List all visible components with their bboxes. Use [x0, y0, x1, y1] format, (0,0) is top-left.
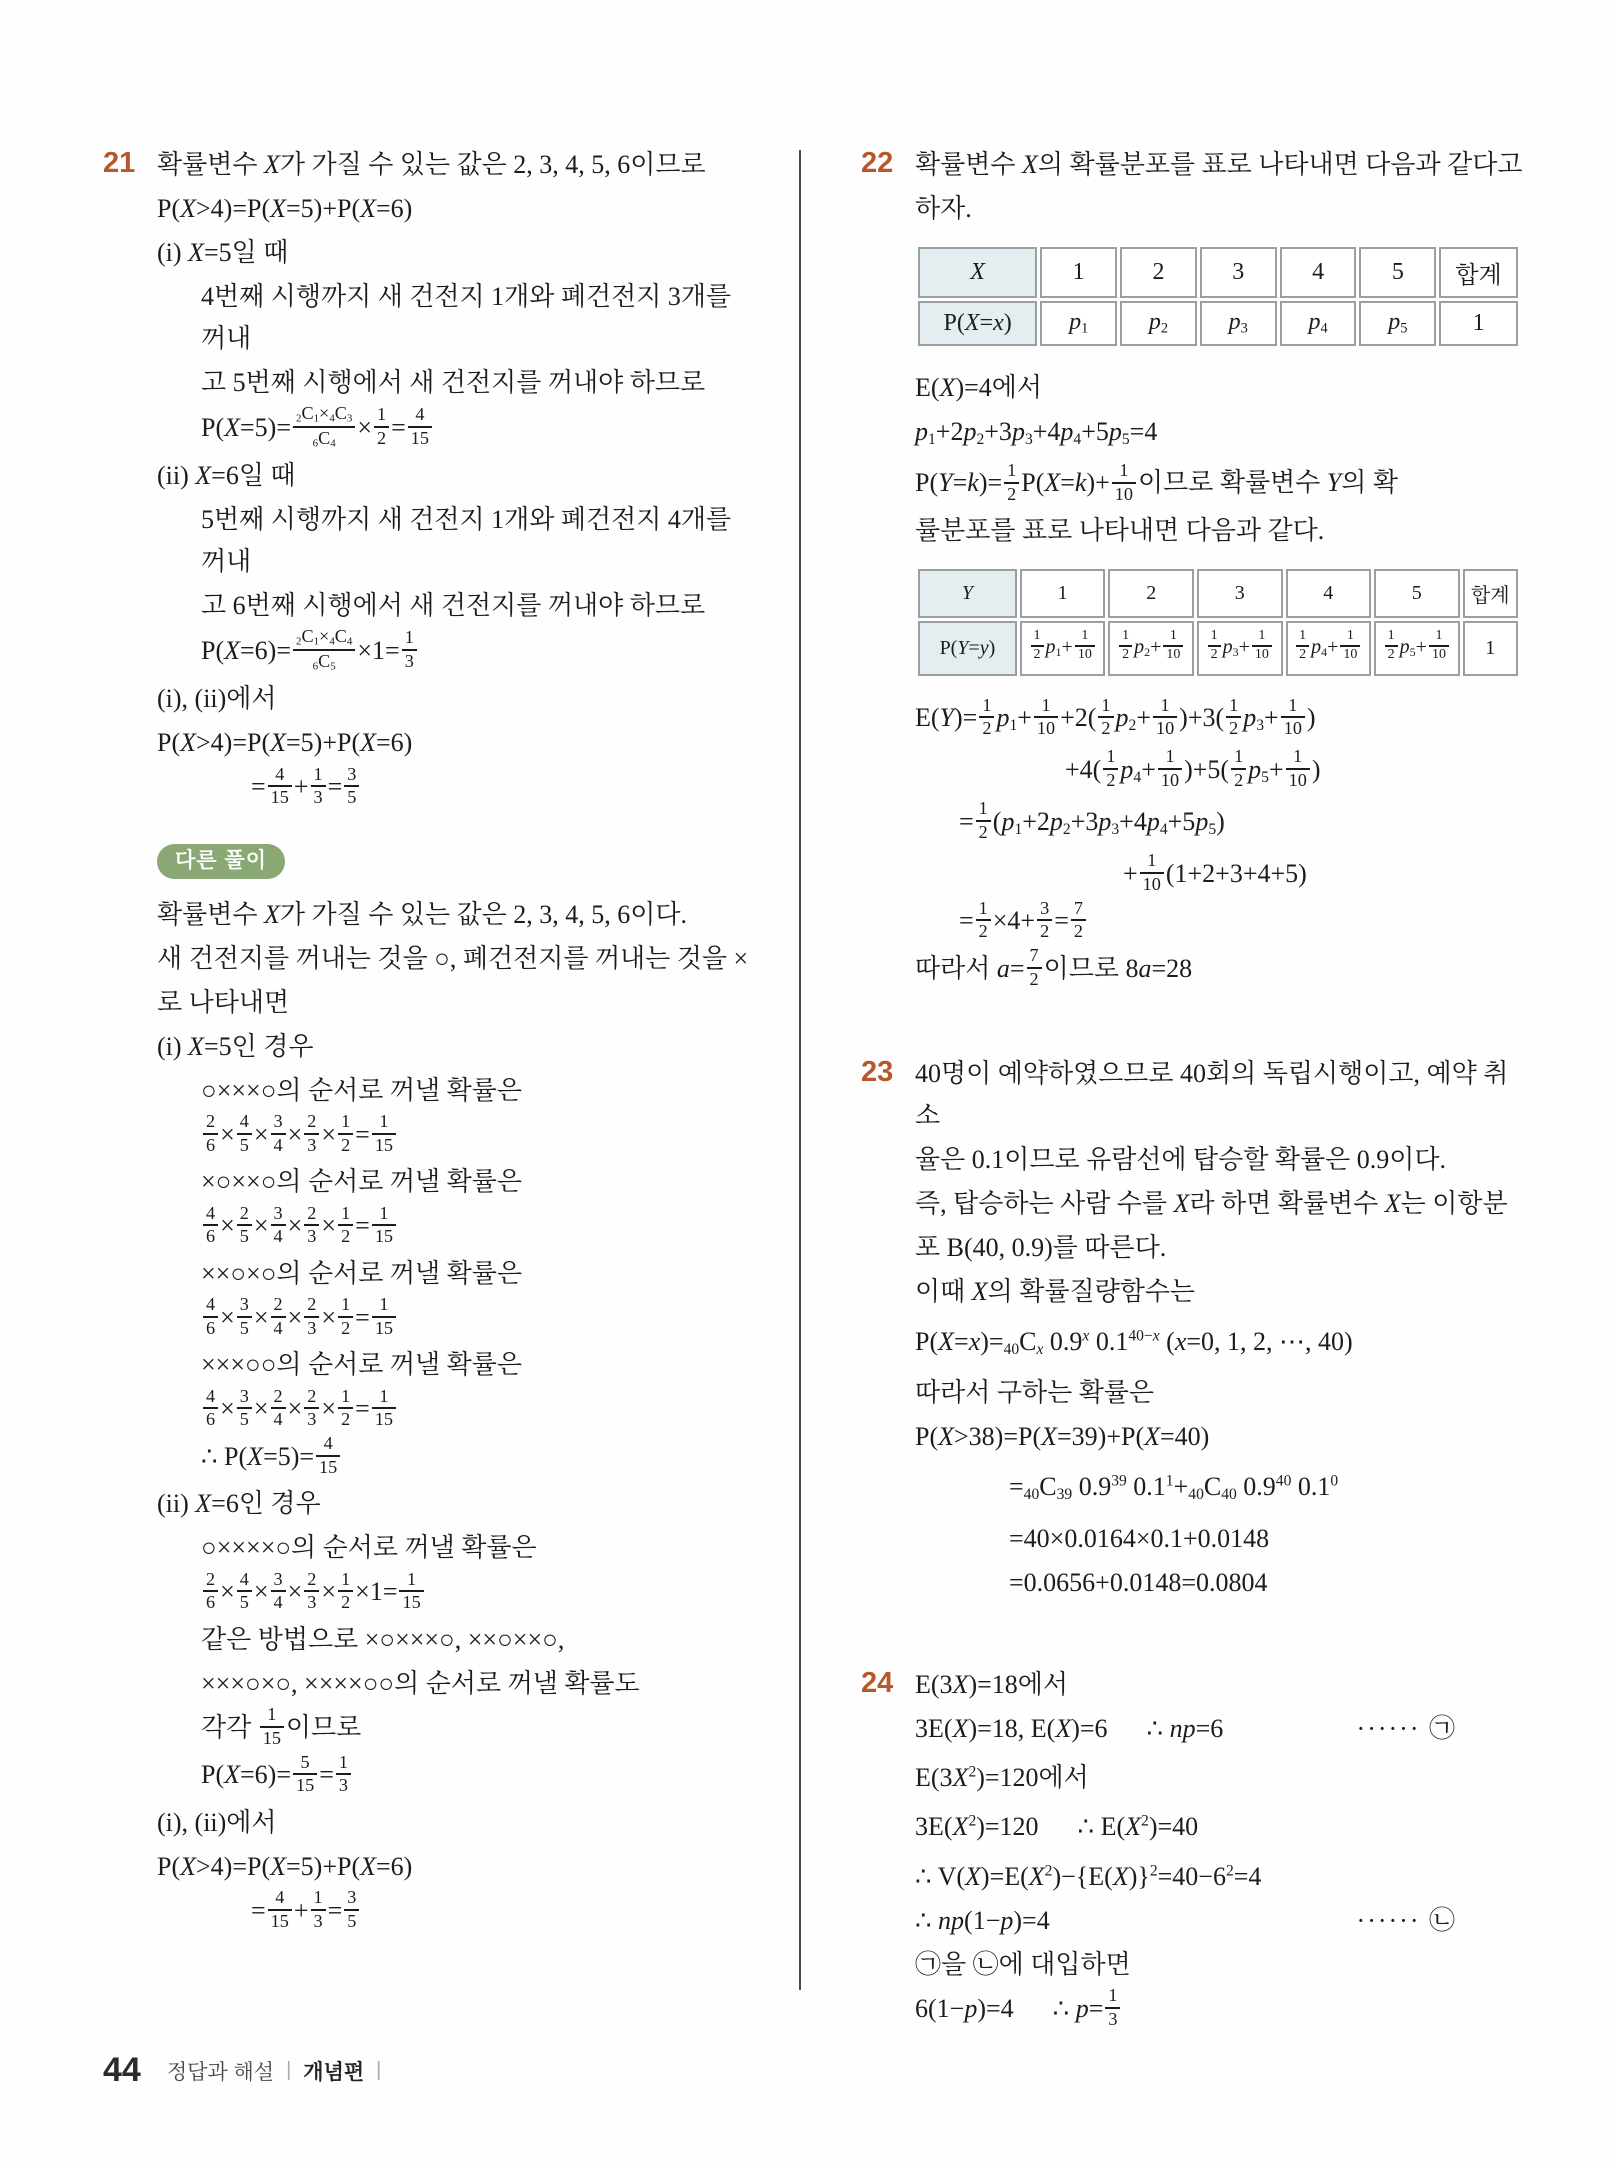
solution-line	[915, 1372, 1527, 1414]
solution-line	[157, 894, 751, 936]
fraction: $\frac{1}{15}$	[372, 1111, 396, 1156]
solution-line	[157, 1026, 751, 1068]
solution-text: (i), (ii)에서	[157, 1807, 277, 1837]
solution-line	[915, 1416, 1527, 1458]
table-head-cell: 4	[1286, 569, 1372, 618]
solution-text: 고 5번째 시행에서 새 건전지를 꺼내야 하므로	[201, 368, 706, 397]
solution-line	[1123, 850, 1527, 899]
solution-line	[915, 1985, 1527, 2034]
solution-text: P(X>38)=P(X=39)+P(X=40)	[915, 1422, 1210, 1452]
solution-line	[915, 1315, 1527, 1370]
fraction: $\frac{3}{5}$	[237, 1294, 252, 1339]
solution-text: + $\frac{1}{10}$ (1+2+3+4+5)	[1123, 850, 1307, 894]
fraction: $\frac{1}{15}$	[399, 1569, 423, 1614]
fraction: $\frac{1}{2}$	[1208, 628, 1221, 663]
solution-line	[157, 1802, 751, 1844]
fraction: $\frac{_2C_1\times_4C_4}{_6C_5}$	[293, 626, 355, 673]
fraction: $\frac{2}{6}$	[203, 1111, 218, 1156]
fraction: $\frac{1}{3}$	[311, 764, 326, 809]
solution-text: ×××○○의 순서로 꺼낼 확률은	[201, 1350, 522, 1380]
y-distribution-table	[915, 566, 1521, 679]
solution-line	[915, 510, 1527, 552]
table-head-cell: 3	[1197, 569, 1283, 618]
solution-text: P(X=6)= $\frac{5}{15}$ = $\frac{1}{3}$	[201, 1760, 353, 1789]
table-prob-cell: $p_5$	[1359, 301, 1436, 346]
fraction: $\frac{1}{10}$	[1429, 628, 1449, 663]
page-footer	[103, 2051, 393, 2090]
fraction: $\frac{1}{2}$	[976, 898, 991, 943]
solution-text: 이때 X의 확률질량함수는	[915, 1277, 1196, 1307]
problem-solution-body	[915, 1662, 1527, 2036]
solution-line	[201, 585, 751, 627]
fraction: $\frac{1}{2}$	[338, 1569, 353, 1614]
fraction: $\frac{4}{6}$	[203, 1386, 218, 1431]
solution-line	[201, 1344, 751, 1386]
solution-text: =0.0656+0.0148=0.0804	[1009, 1567, 1268, 1597]
solution-line	[1009, 1562, 1527, 1604]
fraction: $\frac{4}{5}$	[237, 1111, 252, 1156]
fraction: $\frac{1}{10}$	[1034, 695, 1058, 740]
table-prob-cell: $\frac{1}{2}$ $p_2+$ $\frac{1}{10}$	[1108, 621, 1194, 676]
solution-line	[915, 1139, 1527, 1181]
table-prob-cell: $p_1$	[1040, 301, 1117, 346]
x-distribution-table	[915, 244, 1521, 349]
solution-line	[201, 1070, 751, 1112]
fraction: $\frac{3}{4}$	[271, 1569, 286, 1614]
solution-text: 확률변수 X의 확률분포를 표로 나타내면 다음과 같다고	[915, 150, 1523, 179]
solution-text: 률분포를 표로 나타내면 다음과 같다.	[915, 515, 1325, 545]
solution-text: (i), (ii)에서	[157, 684, 277, 714]
solution-line	[157, 1483, 751, 1525]
problem-21	[103, 142, 751, 1937]
table-prob-cell: $p_3$	[1200, 301, 1277, 346]
solution-text: 로 나타내면	[157, 987, 290, 1017]
solution-text: E(3X)=18에서	[915, 1669, 1068, 1699]
table-row-label-cell: P(X=x)	[918, 301, 1037, 346]
solution-line	[201, 362, 751, 404]
solution-text: (ii) X=6인 경우	[157, 1489, 321, 1519]
fraction: $\frac{2}{4}$	[271, 1386, 286, 1431]
solution-text: +4( $\frac{1}{2}$ $p_4+$ $\frac{1}{10}$ )+5( $\frac{1}{2}$ $p_5+$ $\frac{1}{10}$ )	[1065, 746, 1321, 790]
table-head-cell: 4	[1280, 247, 1357, 298]
table-head-cell: 3	[1200, 247, 1277, 298]
fraction: $\frac{1}{15}$	[372, 1386, 396, 1431]
reference-note: ······ ㉡	[1356, 1905, 1457, 1935]
table-prob-cell: $\frac{1}{2}$ $p_3+$ $\frac{1}{10}$	[1197, 621, 1283, 676]
solution-line	[201, 499, 751, 583]
table-prob-cell: $p_2$	[1120, 301, 1197, 346]
fraction: $\frac{7}{2}$	[1027, 945, 1042, 990]
solution-text: ∴ P(X=5)= $\frac{4}{15}$	[201, 1442, 342, 1471]
fraction: $\frac{4}{15}$	[316, 1433, 340, 1478]
fraction: $\frac{1}{3}$	[402, 627, 417, 672]
problem-23	[861, 1051, 1527, 1606]
problem-solution-body	[157, 142, 751, 1937]
solution-text: P(X>4)=P(X=5)+P(X=6)	[157, 194, 413, 223]
solution-text: E(Y)= $\frac{1}{2}$ $p_1+$ $\frac{1}{10}$ +2( $\frac{1}{2}$ $p_2+$ $\frac{1}{10}$ )+3( $\frac{1}{2}$ $p_3+$ $\frac{1}{10}$ )	[915, 694, 1316, 739]
fraction: $\frac{3}{2}$	[1037, 898, 1052, 943]
solution-text: 4번째 시행까지 새 건전지 1개와 폐건전지 3개를 꺼내	[201, 282, 738, 353]
table-prob-cell: $\frac{1}{2}$ $p_5+$ $\frac{1}{10}$	[1374, 621, 1460, 676]
solution-text: ×××○×○, ××××○○의 순서로 꺼낼 확률도	[201, 1668, 640, 1698]
solution-line	[157, 722, 751, 764]
fraction: $\frac{4}{15}$	[268, 1887, 292, 1932]
solution-line	[915, 1227, 1527, 1269]
table-variable-cell: Y	[918, 569, 1017, 618]
solution-line	[915, 1271, 1527, 1313]
solution-line	[915, 1801, 1527, 1848]
solution-line	[915, 1752, 1527, 1799]
fraction: $\frac{1}{10}$	[1286, 746, 1310, 791]
solution-line	[915, 694, 1527, 747]
fraction: $\frac{1}{10}$	[1112, 460, 1136, 505]
solution-text: $P(X=x)=_{40}C_x$ 0.9$^x$ $0.1^{40-x}$ (x=0, 1, 2, ⋯, 40)	[915, 1326, 1353, 1358]
solution-text: $\frac{4}{6}$ × $\frac{2}{5}$ × $\frac{3}{4}$ × $\frac{2}{3}$ × $\frac{1}{2}$ = $\frac{1}{15}$	[201, 1211, 398, 1240]
fraction: $\frac{2}{3}$	[304, 1111, 319, 1156]
solution-text: $E(3X^2)=120$에서	[915, 1763, 1089, 1793]
fraction: $\frac{2}{6}$	[203, 1569, 218, 1614]
table-prob-cell: $\frac{1}{2}$ $p_4+$ $\frac{1}{10}$	[1286, 621, 1372, 676]
solution-line	[959, 798, 1527, 851]
fraction: $\frac{1}{15}$	[260, 1704, 284, 1749]
solution-line	[959, 897, 1527, 946]
fraction: $\frac{1}{2}$	[338, 1111, 353, 1156]
fraction: $\frac{_2C_1\times_4C_3}{_6C_4}$	[293, 403, 355, 450]
content-columns	[103, 142, 1527, 2029]
solution-line	[201, 1294, 751, 1343]
solution-line	[201, 1619, 751, 1661]
solution-text: ○××××○의 순서로 꺼낼 확률은	[201, 1533, 537, 1563]
fraction: $\frac{1}{10}$	[1163, 628, 1183, 663]
alt-solution-badge: 다른 풀이	[157, 844, 285, 879]
solution-text: $3E(X^2)=120$ ∴ $E(X^2)=40$	[915, 1812, 1199, 1842]
problem-number: 23	[861, 1056, 894, 1089]
table-head-cell: 5	[1359, 247, 1436, 298]
fraction: $\frac{1}{10}$	[1252, 628, 1272, 663]
fraction: $\frac{1}{2}$	[338, 1294, 353, 1339]
fraction: $\frac{2}{3}$	[304, 1294, 319, 1339]
table-variable-cell: X	[918, 247, 1037, 298]
fraction: $\frac{1}{2}$	[374, 404, 389, 449]
solution-text: 따라서 a= $\frac{7}{2}$ 이므로 8a=28	[915, 945, 1193, 989]
solution-text: $\frac{4}{6}$ × $\frac{3}{5}$ × $\frac{2}{4}$ × $\frac{2}{3}$ × $\frac{1}{2}$ = $\frac{1}{15}$	[201, 1303, 398, 1332]
problem-number: 21	[103, 147, 136, 179]
solution-text: (i) X=5인 경우	[157, 1031, 314, 1061]
solution-line	[201, 1568, 751, 1617]
fraction: $\frac{3}{5}$	[344, 1887, 359, 1932]
solution-line	[157, 188, 751, 230]
fraction: $\frac{3}{5}$	[344, 764, 359, 809]
solution-text: 6(1−p)=4 ∴ p= $\frac{1}{3}$	[915, 1994, 1122, 2023]
table-head-cell: 합계	[1439, 247, 1518, 298]
table-head-cell: 2	[1108, 569, 1194, 618]
table-prob-cell: 1	[1439, 301, 1518, 346]
solution-text: P(X=5)= $\frac{_2C_1\times_4C_3}{_6C_4}$ × $\frac{1}{2}$ = $\frac{4}{15}$	[201, 413, 434, 442]
problem-24	[861, 1662, 1527, 2036]
fraction: $\frac{2}{4}$	[271, 1294, 286, 1339]
solution-line	[915, 945, 1527, 994]
table-head-cell: 2	[1120, 247, 1197, 298]
solution-line	[201, 1751, 751, 1800]
fraction: $\frac{1}{2}$	[1098, 695, 1113, 740]
solution-text: = $\frac{1}{2}$ $(p_1+2p_2+3p_3+4p_4+5p_5)$	[959, 798, 1225, 842]
fraction: $\frac{1}{2}$	[1004, 460, 1019, 505]
fraction: $\frac{1}{3}$	[336, 1752, 351, 1797]
fraction: $\frac{1}{2}$	[338, 1386, 353, 1431]
table-head-cell: 1	[1020, 569, 1106, 618]
solution-line	[201, 626, 751, 676]
solution-text: 같은 방법으로 ×○×××○, ××○××○,	[201, 1624, 565, 1654]
solution-text: ×○××○의 순서로 꺼낼 확률은	[201, 1167, 522, 1197]
fraction: $\frac{1}{2}$	[1103, 746, 1118, 791]
footer-separator: |	[286, 2059, 292, 2081]
fraction: $\frac{1}{2}$	[1226, 695, 1241, 740]
solution-text: 즉, 탑승하는 사람 수를 X라 하면 확률변수 X는 이항분	[915, 1189, 1508, 1219]
solution-line	[157, 1846, 751, 1888]
alt-solution-badge-row	[157, 838, 751, 880]
table-row-label-cell: P(Y=y)	[918, 621, 1017, 676]
solution-line	[201, 1253, 751, 1295]
solution-line	[201, 1433, 751, 1482]
solution-line	[201, 1527, 751, 1569]
solution-text: 고 6번째 시행에서 새 건전지를 꺼내야 하므로	[201, 591, 706, 621]
solution-text: 확률변수 X가 가질 수 있는 값은 2, 3, 4, 5, 6이므로	[157, 150, 706, 179]
fraction: $\frac{3}{4}$	[271, 1203, 286, 1248]
fraction: $\frac{7}{2}$	[1071, 898, 1086, 943]
fraction: $\frac{1}{10}$	[1075, 628, 1095, 663]
solution-text: 3E(X)=18, E(X)=6 ∴ np=6	[915, 1713, 1224, 1743]
solution-line	[915, 1708, 1527, 1750]
fraction: $\frac{3}{5}$	[237, 1386, 252, 1431]
fraction: $\frac{1}{2}$	[338, 1203, 353, 1248]
solution-line	[157, 232, 751, 274]
reference-note: ······ ㉠	[1356, 1713, 1457, 1743]
footer-label: 정답과 해설	[166, 2060, 275, 2084]
solution-line	[201, 1111, 751, 1160]
fraction: $\frac{1}{2}$	[1119, 628, 1132, 663]
solution-line	[915, 1664, 1527, 1706]
solution-text: (ii) X=6일 때	[157, 461, 296, 491]
solution-line	[915, 411, 1527, 461]
table-head-cell: 합계	[1463, 569, 1518, 618]
problem-number: 22	[861, 147, 894, 179]
solution-line	[915, 1053, 1527, 1137]
solution-text: $=_{40}C_{39}$ $0.9^{39}$ $0.1^1+_{40}C_{40}$ $0.9^{40}$ $0.1^0$	[1009, 1471, 1339, 1503]
solution-text: $\frac{4}{6}$ × $\frac{3}{5}$ × $\frac{2}{4}$ × $\frac{2}{3}$ × $\frac{1}{2}$ = $\frac{1}{15}$	[201, 1394, 398, 1423]
table-head-cell: 1	[1040, 247, 1117, 298]
solution-text: P(X=6)= $\frac{_2C_1\times_4C_4}{_6C_5}$ ×1= $\frac{1}{3}$	[201, 636, 419, 665]
solution-text: 새 건전지를 꺼내는 것을 ○, 폐건전지를 꺼내는 것을 ×	[157, 943, 749, 973]
table-prob-cell: $p_4$	[1280, 301, 1357, 346]
fraction: $\frac{1}{15}$	[372, 1294, 396, 1339]
solution-line	[201, 1202, 751, 1251]
solution-line	[915, 1944, 1527, 1986]
solution-text: P(Y=k)= $\frac{1}{2}$ P(X=k)+ $\frac{1}{10}$ 이므로 확률변수 Y의 확	[915, 460, 1398, 504]
fraction: $\frac{1}{2}$	[979, 695, 994, 740]
table-prob-cell: 1	[1463, 621, 1518, 676]
solution-text: ∴ np(1−p)=4	[915, 1905, 1050, 1935]
fraction: $\frac{1}{3}$	[1105, 1985, 1120, 2030]
problem-22	[861, 142, 1527, 995]
fraction: $\frac{1}{2}$	[1296, 628, 1309, 663]
solution-line	[157, 982, 751, 1024]
fraction: $\frac{2}{3}$	[304, 1203, 319, 1248]
solution-text: = $\frac{4}{15}$ + $\frac{1}{3}$ = $\frac{3}{5}$	[251, 772, 361, 801]
solution-line	[1009, 1460, 1527, 1515]
solution-text: 40명이 예약하였으므로 40회의 독립시행이고, 예약 취소	[915, 1059, 1509, 1131]
fraction: $\frac{1}{10}$	[1340, 628, 1360, 663]
solution-text: $p_1+2p_2+3p_3+4p_4+5p_5=4$	[915, 416, 1158, 448]
fraction: $\frac{1}{3}$	[311, 1887, 326, 1932]
solution-line	[915, 1183, 1527, 1225]
solution-line	[915, 1900, 1527, 1942]
fraction: $\frac{1}{15}$	[372, 1203, 396, 1248]
solution-text: (i) X=5일 때	[157, 238, 289, 267]
fraction: $\frac{1}{10}$	[1153, 695, 1177, 740]
solution-line	[157, 455, 751, 497]
solution-text: E(X)=4에서	[915, 372, 1042, 402]
solution-text: 각각 $\frac{1}{15}$ 이므로	[201, 1704, 362, 1748]
solution-line	[1065, 746, 1527, 799]
solution-text: $\frac{2}{6}$ × $\frac{4}{5}$ × $\frac{3}{4}$ × $\frac{2}{3}$ × $\frac{1}{2}$ = $\frac{1}{15}$	[201, 1120, 398, 1149]
fraction: $\frac{1}{2}$	[1031, 628, 1044, 663]
solution-line	[915, 1850, 1527, 1897]
fraction: $\frac{3}{4}$	[271, 1111, 286, 1156]
solution-text: 하자.	[915, 194, 972, 223]
solution-text: P(X>4)=P(X=5)+P(X=6)	[157, 1851, 413, 1881]
fraction: $\frac{4}{15}$	[268, 764, 292, 809]
solution-text: ××○×○의 순서로 꺼낼 확률은	[201, 1258, 522, 1288]
fraction: $\frac{5}{15}$	[293, 1752, 317, 1797]
solution-line	[201, 403, 751, 453]
solution-line	[251, 1887, 751, 1936]
solution-text: =40×0.0164×0.1+0.0148	[1009, 1523, 1270, 1553]
fraction: $\frac{2}{3}$	[304, 1569, 319, 1614]
problem-solution-body	[915, 1051, 1527, 1606]
fraction: $\frac{1}{2}$	[1385, 628, 1398, 663]
fraction: $\frac{2}{3}$	[304, 1386, 319, 1431]
solution-line	[915, 462, 1527, 508]
solution-line	[251, 763, 751, 812]
solution-text: 5번째 시행까지 새 건전지 1개와 폐건전지 4개를 꺼내	[201, 505, 738, 577]
solution-text: 확률변수 X가 가질 수 있는 값은 2, 3, 4, 5, 6이다.	[157, 899, 688, 929]
solution-line	[915, 188, 1527, 230]
solution-line	[157, 938, 751, 980]
solution-line	[201, 1385, 751, 1434]
solution-text: P(X>4)=P(X=5)+P(X=6)	[157, 728, 413, 758]
solution-text: 따라서 구하는 확률은	[915, 1378, 1155, 1408]
fraction: $\frac{1}{10}$	[1158, 746, 1182, 791]
fraction: $\frac{1}{10}$	[1140, 850, 1164, 895]
fraction: $\frac{1}{2}$	[1231, 746, 1246, 791]
solution-line	[201, 1663, 751, 1705]
solution-text: ○×××○의 순서로 꺼낼 확률은	[201, 1075, 522, 1105]
solution-line	[1009, 1518, 1527, 1560]
solution-text: ㉠을 ㉡에 대입하면	[915, 1949, 1131, 1979]
solution-text: ∴ $V(X)=E(X^2)-\{E(X)\}^2=40-6^2=4$	[915, 1861, 1262, 1891]
table-prob-cell: $\frac{1}{2}$ $p_1+$ $\frac{1}{10}$	[1020, 621, 1106, 676]
fraction: $\frac{4}{5}$	[237, 1569, 252, 1614]
problem-number: 24	[861, 1666, 894, 1699]
table-head-cell: 5	[1374, 569, 1460, 618]
solution-line	[201, 276, 751, 360]
fraction: $\frac{4}{6}$	[203, 1203, 218, 1248]
footer-separator: |	[376, 2059, 382, 2081]
footer-section: 개념편	[303, 2060, 365, 2084]
fraction: $\frac{1}{10}$	[1281, 695, 1305, 740]
fraction: $\frac{4}{15}$	[408, 404, 432, 449]
solution-text: = $\frac{1}{2}$ ×4+ $\frac{3}{2}$ = $\frac{7}{2}$	[959, 906, 1088, 935]
solution-text: 율은 0.1이므로 유람선에 탑승할 확률은 0.9이다.	[915, 1145, 1446, 1175]
left-column	[103, 142, 751, 2002]
fraction: $\frac{2}{5}$	[237, 1203, 252, 1248]
solution-text: = $\frac{4}{15}$ + $\frac{1}{3}$ = $\frac{3}{5}$	[251, 1896, 361, 1925]
right-column	[801, 142, 1527, 2029]
page-number: 44	[103, 2051, 141, 2089]
solution-line	[157, 144, 751, 186]
fraction: $\frac{4}{6}$	[203, 1294, 218, 1339]
solution-line	[157, 678, 751, 720]
fraction: $\frac{1}{2}$	[976, 798, 991, 843]
solution-line	[915, 144, 1527, 186]
solution-line	[201, 1161, 751, 1203]
solution-line	[201, 1704, 751, 1753]
solution-text: $\frac{2}{6}$ × $\frac{4}{5}$ × $\frac{3}{4}$ × $\frac{2}{3}$ × $\frac{1}{2}$ ×1= $\frac{1}{15}$	[201, 1577, 426, 1606]
solution-line	[915, 367, 1527, 409]
solution-text: 포 B(40, 0.9)를 따른다.	[915, 1233, 1167, 1263]
problem-solution-body	[915, 142, 1527, 995]
